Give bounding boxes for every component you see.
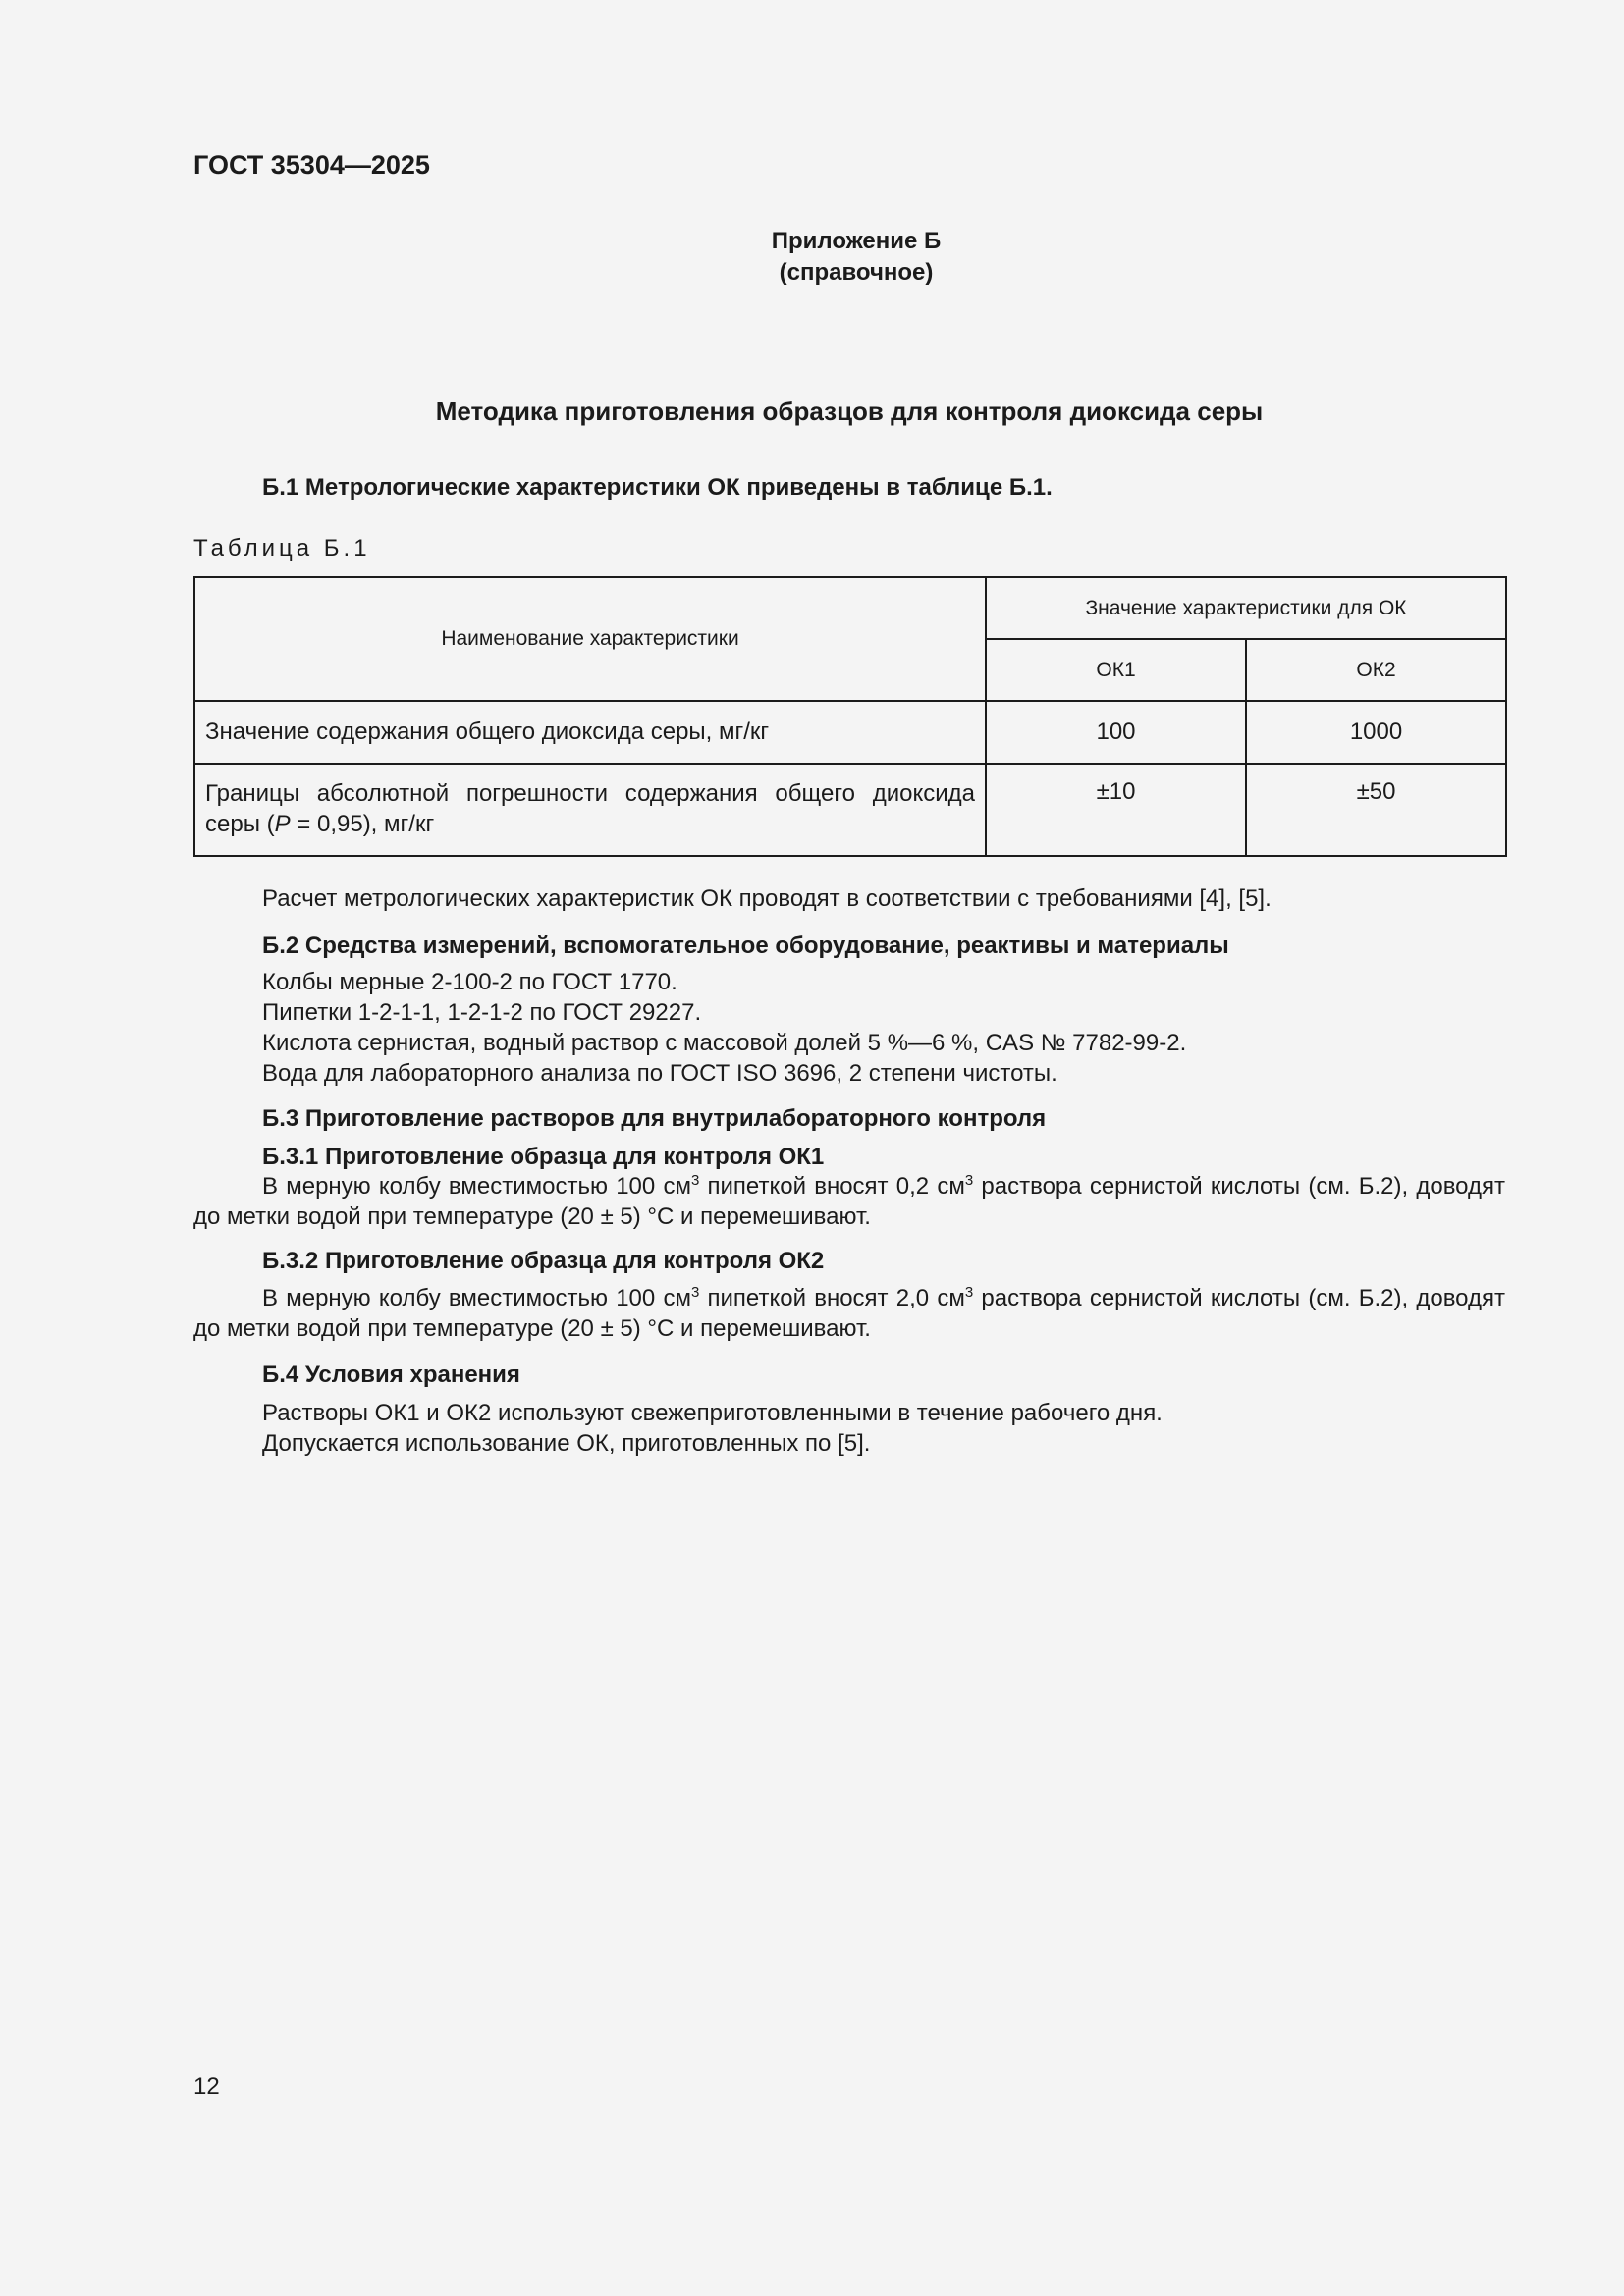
row2-name-part2: = 0,95), мг/кг [290,811,435,837]
b32-sup1: 3 [690,1284,700,1301]
header-ok2: ОК2 [1246,639,1506,701]
document-number: ГОСТ 35304—2025 [193,150,430,180]
clause-b4-heading: Б.4 Условия хранения [262,1362,520,1388]
b32-text-part3: раствора сернистой кислоты (см. Б.2), доводят до метки водой при температуре (20 ± 5) °С и перемешивают. [193,1285,1505,1342]
calc-note: Расчет метрологических характеристик ОК проводят в соответствии с требованиями [4], [5]. [262,885,1272,912]
row1-name: Значение содержания общего диоксида серы, мг/кг [194,701,986,764]
list-item: Кислота сернистая, водный раствор с массовой долей 5 %—6 %, CAS № 7782-99-2. [262,1030,1187,1056]
b31-sup2: 3 [964,1172,974,1189]
b2-item-list [193,967,1505,1089]
clause-b31-text [193,1171,1505,1232]
b32-text-part1: В мерную колбу вместимостью 100 см [262,1285,691,1311]
clause-b2-heading: Б.2 Средства измерений, вспомогательное оборудование, реактивы и материалы [262,933,1229,959]
header-value-group: Значение характеристики для ОК [986,577,1506,639]
clause-b3-heading: Б.3 Приготовление растворов для внутрилабораторного контроля [262,1105,1047,1132]
annex-heading [0,226,1624,289]
row1-ok2: 1000 [1246,701,1506,764]
table-row [194,764,1506,856]
annex-title: Приложение Б [771,228,942,254]
header-ok1: ОК1 [986,639,1246,701]
b4-line: Растворы ОК1 и ОК2 используют свежеприготовленными в течение рабочего дня. [262,1400,1163,1426]
section-title: Методика приготовления образцов для контроля диоксида серы [435,397,1264,426]
b32-sup2: 3 [964,1284,974,1301]
row1-ok1: 100 [986,701,1246,764]
row2-ok2: ±50 [1246,764,1506,856]
list-item: Колбы мерные 2-100-2 по ГОСТ 1770. [262,969,677,995]
b32-text-part2: пипеткой вносят 2,0 см [699,1285,965,1311]
b31-sup1: 3 [690,1172,700,1189]
row2-name-italic: P [274,811,291,837]
characteristics-table [193,576,1507,857]
list-item: Пипетки 1-2-1-1, 1-2-1-2 по ГОСТ 29227. [262,999,702,1026]
row2-name [194,764,986,856]
annex-type: (справочное) [779,259,934,286]
list-item: Вода для лабораторного анализа по ГОСТ ISO 3696, 2 степени чистоты. [262,1060,1057,1087]
b4-line: Допускается использование ОК, приготовленных по [5]. [262,1430,871,1457]
header-name-column: Наименование характеристики [194,577,986,701]
clause-b32-text [193,1283,1505,1344]
page-number: 12 [193,2073,220,2100]
row2-ok1: ±10 [986,764,1246,856]
row2-name-part1: Границы абсолютной погрешности содержания общего диоксида серы ( [205,780,975,837]
table-caption: Таблица Б.1 [193,535,371,561]
b31-text-part3: раствора сернистой кислоты (см. Б.2), доводят до метки водой при температуре (20 ± 5) °С и перемешивают. [193,1173,1505,1230]
clause-b32-heading: Б.3.2 Приготовление образца для контроля ОК2 [262,1248,825,1274]
table-row [194,701,1506,764]
b31-text-part1: В мерную колбу вместимостью 100 см [262,1173,691,1200]
b31-text-part2: пипеткой вносят 0,2 см [699,1173,965,1200]
clause-b1: Б.1 Метрологические характеристики ОК приведены в таблице Б.1. [262,474,1053,501]
clause-b31-heading: Б.3.1 Приготовление образца для контроля ОК1 [262,1144,825,1170]
b4-text [193,1398,1505,1459]
